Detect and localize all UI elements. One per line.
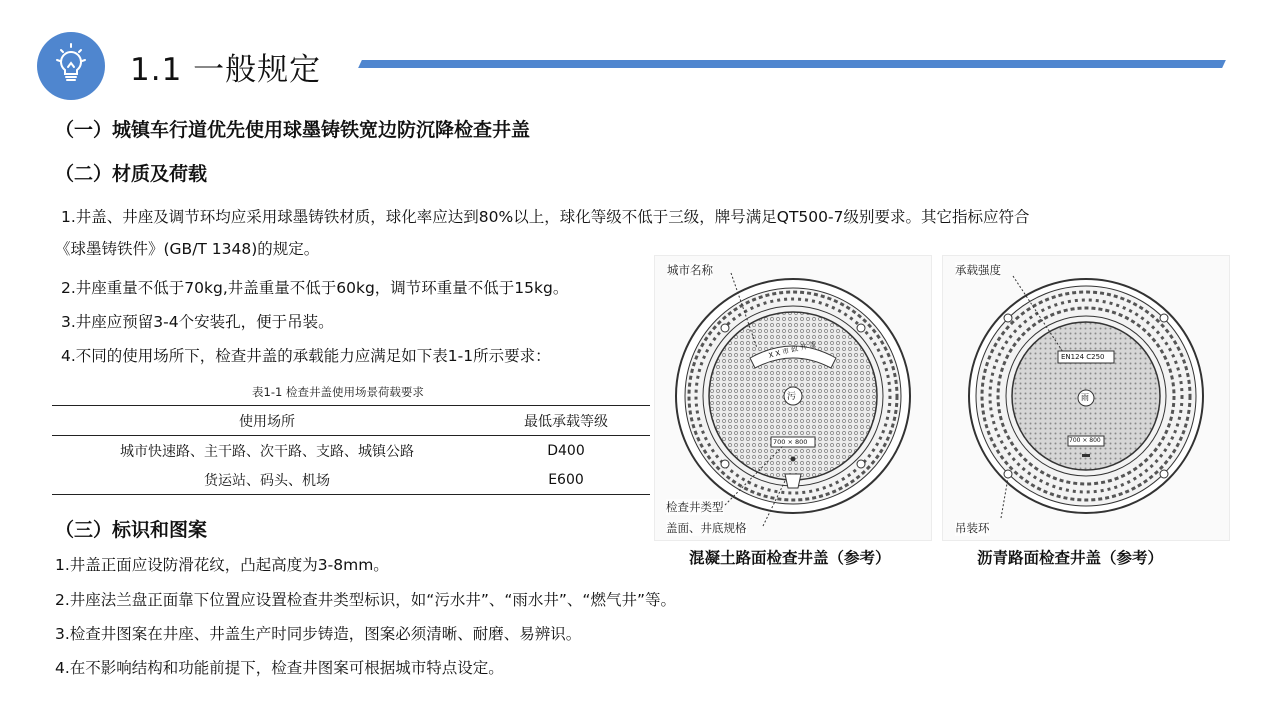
table-row [52,436,650,466]
title-accent-bar [358,60,1226,68]
table-cell-location: 货运站、码头、机场 [204,472,330,489]
material-item-1: 1.井盖、井座及调节环均应采用球墨铸铁材质，球化率应达到80%以上，球化等级不低于三级，牌号满足QT500-7级别要求。其它指标应符合 [61,208,1030,226]
city-name-plate-text: X X 市 政 井 盖 [767,340,817,360]
load-requirement-table [52,405,650,495]
well-type-mark: 雨 [1081,393,1089,402]
label-lifting-ring: 吊装环 [955,521,990,535]
table-row [52,465,650,495]
concrete-figure-caption: 混凝土路面检查井盖（参考） [689,549,891,567]
strength-plate-text: EN124 C250 [1061,353,1105,361]
marking-item-2: 2.井座法兰盘正面靠下位置应设置检查井类型标识，如“污水井”、“雨水井”、“燃气井”等。 [55,591,676,609]
asphalt-figure-caption: 沥青路面检查井盖（参考） [977,549,1164,567]
page-title: 1.1 一般规定 [130,52,322,88]
label-cover-spec: 盖面、井底规格 [666,521,747,535]
label-load-strength: 承载强度 [955,263,1001,277]
label-city-name: 城市名称 [667,263,713,277]
section-1-heading: （一）城镇车行道优先使用球墨铸铁宽边防沉降检查井盖 [55,119,531,141]
concrete-manhole-figure [654,255,932,541]
table-cell-grade: D400 [547,442,585,459]
marking-item-3: 3.检查井图案在井座、井盖生产时同步铸造，图案必须清晰、耐磨、易辨识。 [55,625,582,643]
size-plate-text: 700 × 800 [1069,437,1101,444]
lightbulb-icon-badge [37,32,105,100]
table-header-row [52,406,650,436]
section-2-heading: （二）材质及荷载 [55,163,208,185]
table-header-grade: 最低承载等级 [524,413,608,430]
section-3-heading: （三）标识和图案 [55,519,208,541]
table-cell-grade: E600 [548,471,584,488]
marking-item-4: 4.在不影响结构和功能前提下，检查井图案可根据城市特点设定。 [55,659,504,677]
well-type-mark: 污 [787,392,797,402]
material-item-3: 3.井座应预留3-4个安装孔，便于吊装。 [61,313,334,331]
label-well-type: 检查井类型 [666,500,724,514]
material-item-2: 2.井座重量不低于70kg,井盖重量不低于60kg，调节环重量不低于15kg。 [61,279,569,297]
material-item-1-cont: 《球墨铸铁件》(GB/T 1348)的规定。 [55,240,320,258]
material-item-4: 4.不同的使用场所下，检查井盖的承载能力应满足如下表1-1所示要求： [61,347,551,365]
marking-item-1: 1.井盖正面应设防滑花纹，凸起高度为3-8mm。 [55,556,389,574]
table-header-location: 使用场所 [239,413,295,430]
table-caption: 表1-1 检查井盖使用场景荷载要求 [252,385,424,399]
lightbulb-icon [37,32,105,100]
asphalt-manhole-figure [942,255,1230,541]
table-cell-location: 城市快速路、主干路、次干路、支路、城镇公路 [120,443,414,460]
size-plate-text: 700 × 800 [773,438,808,446]
